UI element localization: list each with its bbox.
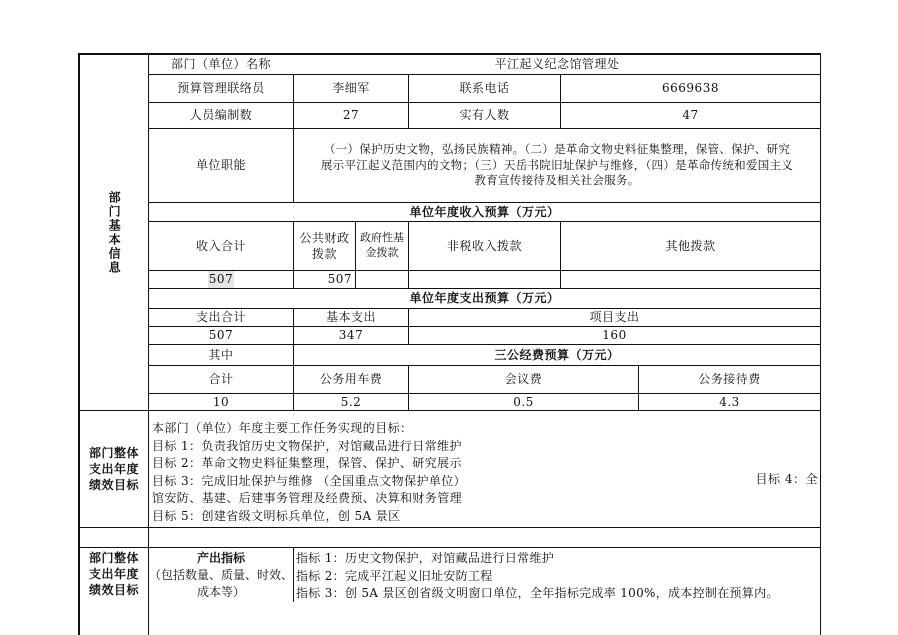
expense-total-header: 支出合计 <box>195 310 246 325</box>
income-total-value <box>149 271 293 288</box>
staff-actual: 47 <box>682 108 699 123</box>
duties-line: 教育宣传接待及相关社会服务。 <box>474 173 640 188</box>
goal-line: 本部门（单位）年度主要工作任务实现的目标： <box>152 421 413 435</box>
output-sub: （包括数量、质量、时效、 <box>149 568 294 582</box>
goal-line: 目标 1：负责我馆历史文物保护，对馆藏品进行日常维护 <box>152 438 462 453</box>
goal-line: 馆安防、基建、后建事务管理及经费预、决算和财务管理 <box>152 491 463 505</box>
income-public-value: 507 <box>327 272 352 287</box>
sangong-car-value: 5.2 <box>340 394 362 409</box>
sangong-reception-value: 4.3 <box>719 394 740 409</box>
income-total-header: 收入合计 <box>195 238 246 253</box>
indicator-line: 指标 1：历史文物保护，对馆藏品进行日常维护 <box>296 551 555 565</box>
sangong-title: 三公经费预算（万元） <box>494 347 620 362</box>
phone-value: 6669638 <box>662 81 719 96</box>
goal-line: 目标 3：完成旧址保护与维修 （全国重点文物保护单位） <box>152 473 467 488</box>
expense-total-value: 507 <box>208 328 234 343</box>
indicator-line: 指标 3：创 5A 景区创省级文明窗口单位，全年指标完成率 100%，成本控制在预算内。 <box>296 586 779 600</box>
duties-line: 展示平江起义范围内的文物；（三）天岳书院旧址保护与维修，（四）是革命传统和爱国主义 <box>320 157 794 172</box>
income-other-value <box>561 271 820 288</box>
indicator-line: 指标 2：完成平江起义旧址安防工程 <box>296 568 493 583</box>
expense-title: 单位年度支出预算（万元） <box>409 291 560 306</box>
dept-name: 平江起义纪念馆管理处 <box>494 57 620 72</box>
duties-line: （一）保护历史文物，弘扬民族精神。（二）是革命文物史料征集整理，保管、保护、研究 <box>323 142 791 157</box>
income-other-header: 其他拨款 <box>665 238 716 253</box>
dept-label: 部门（单位）名称 <box>170 57 271 72</box>
goals-text <box>152 420 752 525</box>
contact-label: 预算管理联络员 <box>177 81 265 96</box>
header-line: 公共财政 <box>299 230 350 245</box>
duties-text <box>294 129 820 202</box>
section-line <box>78 410 821 411</box>
income-title: 单位年度收入预算（万元） <box>409 204 560 219</box>
goal-line: 目标 5：创建省级文明标兵单位，创 5A 景区 <box>152 508 401 523</box>
section-line <box>78 547 821 548</box>
duties-label: 单位职能 <box>195 158 246 173</box>
contact-name: 李细军 <box>332 81 370 96</box>
sangong-meeting-header: 会议费 <box>504 372 543 387</box>
section-label-perf-goal <box>80 411 148 527</box>
sangong-meeting-value: 0.5 <box>513 394 534 409</box>
section-line <box>78 527 821 528</box>
section-label-text: 部门基本信息 <box>107 190 122 275</box>
section-label-text: 部门整体支出年度绩效目标 <box>88 551 139 598</box>
expense-project-header: 项目支出 <box>589 310 640 325</box>
income-fund-header <box>356 222 408 270</box>
sangong-car-header: 公务用车费 <box>319 372 383 387</box>
sangong-reception-header: 公务接待费 <box>698 372 761 387</box>
goal-4-fragment: 目标 4：全 <box>755 471 818 486</box>
header-line: 政府性基 <box>360 231 404 245</box>
output-sub: 成本等） <box>196 585 245 599</box>
sangong-total-header: 合计 <box>208 372 234 387</box>
output-label <box>149 550 293 601</box>
phone-label: 联系电话 <box>459 81 510 96</box>
income-public-header <box>294 222 355 270</box>
section-label-basic-info <box>80 55 148 410</box>
col-line <box>293 547 294 602</box>
sangong-among: 其中 <box>208 347 234 362</box>
goal-line: 目标 2：革命文物史料征集整理，保管、保护、研究展示 <box>152 456 462 470</box>
staff-actual-label: 实有人数 <box>459 108 510 123</box>
expense-basic-header: 基本支出 <box>325 310 376 325</box>
section-label-text: 部门整体支出年度绩效目标 <box>88 445 139 493</box>
header-line: 拨款 <box>311 247 337 261</box>
income-nontax-header: 非税收入拨款 <box>446 238 522 253</box>
header-line: 金拨款 <box>365 246 399 259</box>
sangong-total-value: 10 <box>212 394 230 409</box>
section-label-perf-goal-2 <box>80 548 148 635</box>
output-title: 产出指标 <box>196 551 245 565</box>
income-fund-value <box>356 271 408 288</box>
output-indicators <box>296 550 818 603</box>
staff-label: 人员编制数 <box>189 108 253 123</box>
income-total-text: 507 <box>208 272 234 287</box>
expense-basic-value: 347 <box>338 328 364 343</box>
expense-project-value: 160 <box>602 328 627 343</box>
income-nontax-value <box>409 271 560 288</box>
staff-planned: 27 <box>342 108 360 123</box>
